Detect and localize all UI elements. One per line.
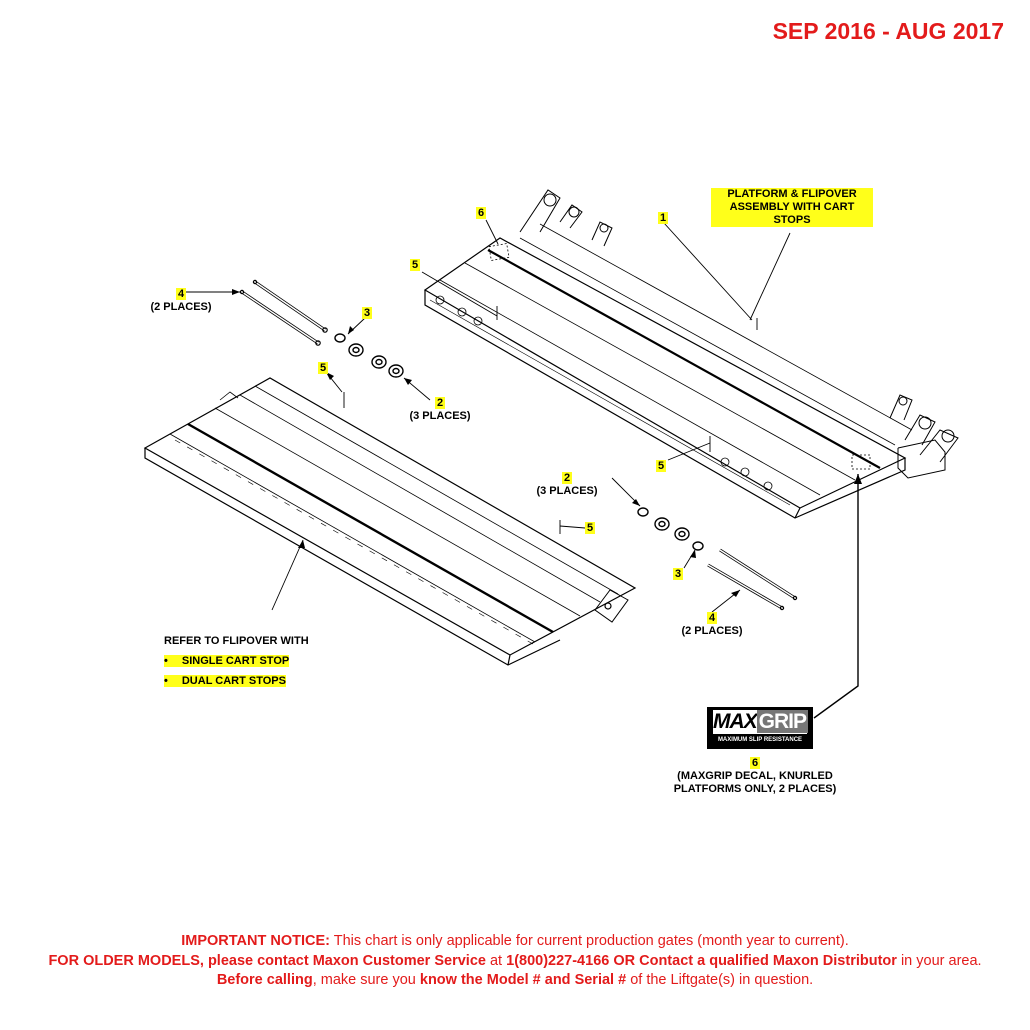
refer-link-single-cart-stop[interactable]: • SINGLE CART STOP	[164, 655, 290, 667]
pins-right	[708, 550, 797, 610]
refer-link-dual-cart-stops[interactable]: • DUAL CART STOPS	[164, 675, 286, 687]
decal-description: (MAXGRIP DECAL, KNURLED PLATFORMS ONLY, 2 PLACES)	[673, 770, 837, 795]
callout-item-3-left: 3	[364, 307, 371, 319]
callout-item-4-left-qty: (2 PLACES)	[150, 301, 212, 313]
callout-item-5-right: 5	[658, 460, 665, 472]
callout-item-4-left: 4 (2 PLACES)	[150, 288, 212, 313]
callout-item-4-right: 4 (2 PLACES)	[681, 612, 743, 637]
callout-item-5-mid: 5	[320, 362, 327, 374]
callout-item-2-left: 2 (3 PLACES)	[409, 397, 471, 422]
platform-assembly	[425, 190, 958, 518]
bushings-left	[335, 334, 403, 377]
callout-item-5-low: 5	[587, 522, 594, 534]
callout-item-5-top: 5	[412, 259, 419, 271]
platform-assembly-label: PLATFORM & FLIPOVER ASSEMBLY WITH CART STOPS	[711, 188, 873, 227]
callout-item-2-left-qty: (3 PLACES)	[409, 410, 471, 422]
callout-item-2-right-qty: (3 PLACES)	[536, 485, 598, 497]
refer-heading: REFER TO FLIPOVER WITH	[164, 635, 309, 647]
callout-item-1: 1	[660, 212, 667, 224]
maxgrip-decal-logo: MAXGRIP MAXIMUM SLIP RESISTANCE	[707, 707, 813, 749]
callout-item-2-right: 2 (3 PLACES)	[536, 472, 598, 497]
callout-item-3-right: 3	[675, 568, 682, 580]
callout-item-6-top: 6	[478, 207, 485, 219]
pins-left	[240, 280, 327, 345]
important-notice: IMPORTANT NOTICE: This chart is only applicable for current production gates (month year to current). FOR OLDER MODELS, please contact Maxon Customer Service at 1(800)227-4166 OR Contact a qualified Maxon Distributor in your area. Before calling, make sure you know the Model # and Serial # of the Liftgate(s) in question.	[48, 933, 982, 988]
date-range: SEP 2016 - AUG 2017	[772, 18, 1004, 44]
flipover-assembly	[145, 378, 635, 665]
refer-to-flipover	[164, 631, 309, 691]
bushings-right	[638, 508, 703, 550]
callout-item-6-decal: 6 (MAXGRIP DECAL, KNURLED PLATFORMS ONLY, 2 PLACES)	[650, 757, 860, 796]
callout-item-4-right-qty: (2 PLACES)	[681, 625, 743, 637]
